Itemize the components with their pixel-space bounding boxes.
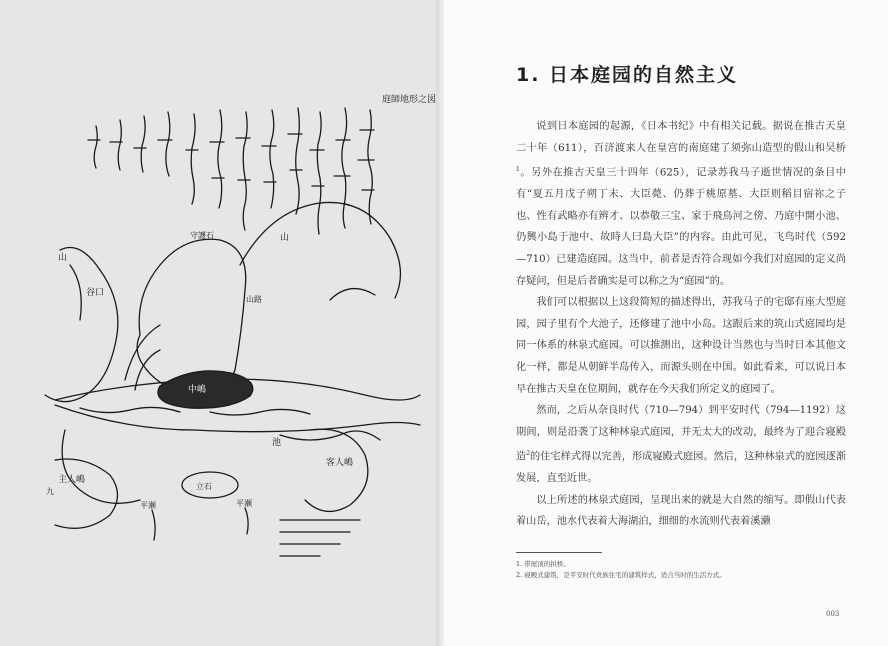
label-stone: 立石 [196, 482, 212, 491]
paragraph: 以上所述的林泉式庭园，呈现出来的就是大自然的缩写。即假山代表着山岳，池水代表着大海湖泊，细细的水流则代表着溪濑 [516, 494, 846, 528]
label-waterfall-right: 平瀬 [236, 499, 252, 508]
label-mountain-path: 山路 [246, 295, 262, 304]
body-text [516, 116, 846, 533]
garden-sketch-map [40, 90, 437, 570]
footnotes [516, 559, 846, 581]
right-page-text [444, 0, 888, 646]
label-valley-mouth: 谷口 [86, 288, 105, 298]
page-number: 003 [826, 610, 840, 618]
label-pond: 池 [272, 438, 282, 448]
footnote-ref[interactable]: 2 [526, 450, 531, 458]
label-guest-island: 客人嶋 [326, 458, 354, 468]
label-mountain-upper: 山 [280, 233, 290, 243]
label-guardian-rock: 守護石 [190, 231, 214, 240]
footnote-ref[interactable]: 1 [516, 166, 520, 174]
footnote-item: 1. 带屋顶的拱桥。 [516, 560, 570, 568]
paragraph: 然而，之后从奈良时代（710—794）到平安时代（794—1192）这期间，则是沿袭了这种林泉式庭园，并无太大的改动，最终为了迎合寝殿造$^2$的住宅样式得以完善，形成寝殿式庭园。然后，这种林泉式的庭园逐渐发展，直至近世。 [516, 405, 847, 485]
footnote-divider [516, 552, 602, 553]
label-center-island: 中嶋 [188, 385, 207, 395]
paragraph: 我们可以根据以上这段简短的描述得出，苏我马子的宅邸有座大型庭园，园子里有个大池子，还修建了池中小岛。这跟后来的筑山式庭园均是同一体系的林泉式庭园。可以推测出，这种设计当然也与当时日本其他文化一样，都是从朝鲜半岛传入，而源头则在中国。如此看来，可以说日本早在推古天皇在位期间，就存在今天我们所定义的庭园了。 [516, 297, 846, 395]
label-waterfall-left: 平瀬 [140, 501, 156, 510]
chapter-title: 1. 日本庭园的自然主义 [516, 64, 739, 86]
label-mountain-left: 山 [58, 253, 68, 263]
footnote-item: 2. 寝殿式建筑，是平安时代贵族住宅的建筑样式，适合当时的生活方式。 [516, 571, 726, 579]
paragraph: 说到日本庭园的起源，《日本书纪》中有相关记载。据说在推古天皇二十年（611），百济渡来人在皇宫的南庭建了须弥山造型的假山和吴桥$^1$。另外在推古天皇三十四年（625），记录苏我马子逝世情况的条目中有“夏五月戊子朔丁未、大臣薨、仍葬于桃原墓、大臣则稻目宿祢之子也、性有武略亦有辨才、以恭敬三宝、家于飛鳥河之傍、乃庭中開小池、仍興小島于池中、故時人曰島大臣”的内容。由此可见，飞鸟时代（592—710）已建造庭园。这当中，前者是否符合现如今我们对庭园的定义尚存疑问，但是后者确实是可以称之为“庭园”的。 [516, 121, 846, 287]
label-host-island: 主人嶋 [58, 475, 86, 485]
label-marker-nine: 九 [46, 487, 54, 496]
sketch-title: 庭師地形之図 [382, 95, 437, 105]
